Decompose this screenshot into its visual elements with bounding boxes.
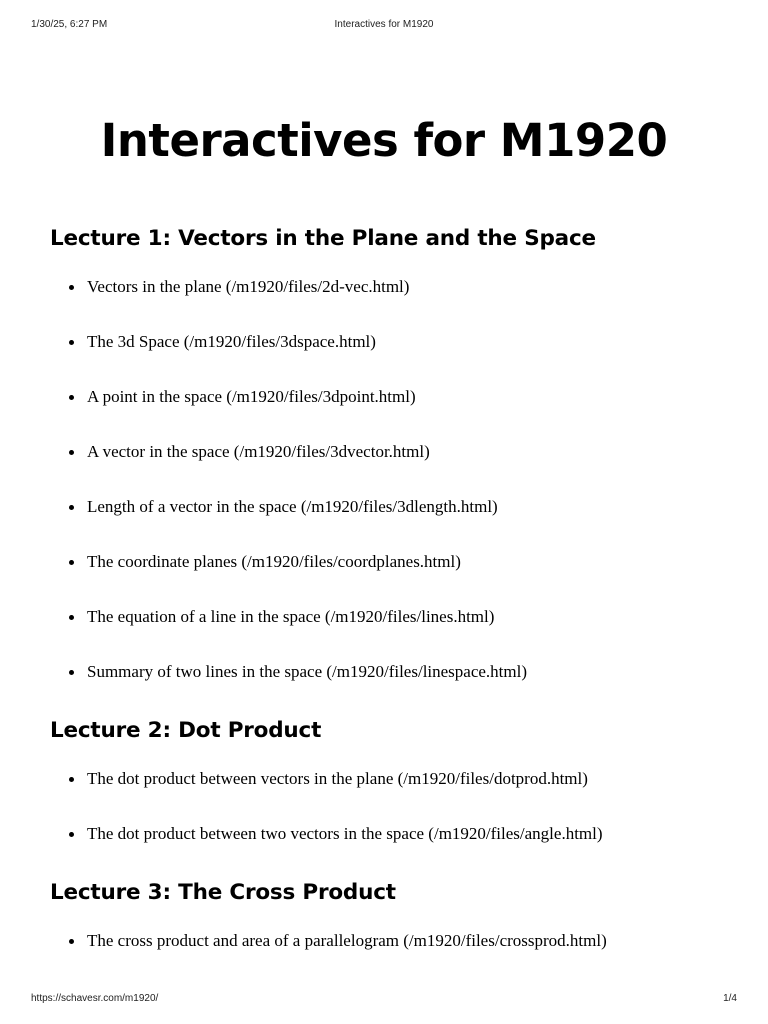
print-datetime: 1/30/25, 6:27 PM xyxy=(31,19,108,30)
list-item xyxy=(50,441,740,463)
section-lecture-3 xyxy=(50,876,740,952)
section-heading: Lecture 1: Vectors in the Plane and the Space xyxy=(50,226,596,251)
bullet-icon xyxy=(69,670,74,675)
page-title: Interactives for M1920 xyxy=(100,114,668,167)
bullet-icon xyxy=(69,285,74,290)
list-item xyxy=(50,496,740,518)
interactive-link[interactable]: The dot product between two vectors in the space (/m1920/files/angle.html) xyxy=(87,824,603,843)
list-item xyxy=(50,661,740,683)
print-header xyxy=(0,19,768,33)
bullet-icon xyxy=(69,832,74,837)
bullet-icon xyxy=(69,777,74,782)
bullet-icon xyxy=(69,939,74,944)
section-lecture-1 xyxy=(50,222,740,683)
interactive-link[interactable]: Vectors in the plane (/m1920/files/2d-vec.html) xyxy=(87,277,410,296)
list-item xyxy=(50,606,740,628)
interactive-link[interactable]: The dot product between vectors in the plane (/m1920/files/dotprod.html) xyxy=(87,769,588,788)
print-page-title: Interactives for M1920 xyxy=(334,19,434,30)
list-item xyxy=(50,386,740,408)
bullet-icon xyxy=(69,450,74,455)
interactive-link[interactable]: The cross product and area of a parallelogram (/m1920/files/crossprod.html) xyxy=(87,931,607,950)
interactive-link[interactable]: Length of a vector in the space (/m1920/files/3dlength.html) xyxy=(87,497,498,516)
section-heading: Lecture 3: The Cross Product xyxy=(50,880,396,905)
bullet-icon xyxy=(69,340,74,345)
print-url: https://schavesr.com/m1920/ xyxy=(31,993,159,1004)
link-list xyxy=(50,930,740,952)
list-item xyxy=(50,276,740,298)
print-page-number: 1/4 xyxy=(723,993,737,1004)
interactive-link[interactable]: A vector in the space (/m1920/files/3dvector.html) xyxy=(87,442,430,461)
list-item xyxy=(50,551,740,573)
list-item xyxy=(50,823,740,845)
interactive-link[interactable]: The coordinate planes (/m1920/files/coordplanes.html) xyxy=(87,552,461,571)
bullet-icon xyxy=(69,395,74,400)
main-content xyxy=(50,222,740,952)
interactive-link[interactable]: The 3d Space (/m1920/files/3dspace.html) xyxy=(87,332,376,351)
list-item xyxy=(50,768,740,790)
bullet-icon xyxy=(69,615,74,620)
link-list xyxy=(50,276,740,683)
interactive-link[interactable]: A point in the space (/m1920/files/3dpoint.html) xyxy=(87,387,416,406)
interactive-link[interactable]: The equation of a line in the space (/m1920/files/lines.html) xyxy=(87,607,495,626)
section-lecture-2 xyxy=(50,714,740,845)
section-heading: Lecture 2: Dot Product xyxy=(50,718,322,743)
bullet-icon xyxy=(69,505,74,510)
list-item xyxy=(50,331,740,353)
bullet-icon xyxy=(69,560,74,565)
print-footer xyxy=(0,993,768,1007)
list-item xyxy=(50,930,740,952)
link-list xyxy=(50,768,740,845)
interactive-link[interactable]: Summary of two lines in the space (/m1920/files/linespace.html) xyxy=(87,662,528,681)
